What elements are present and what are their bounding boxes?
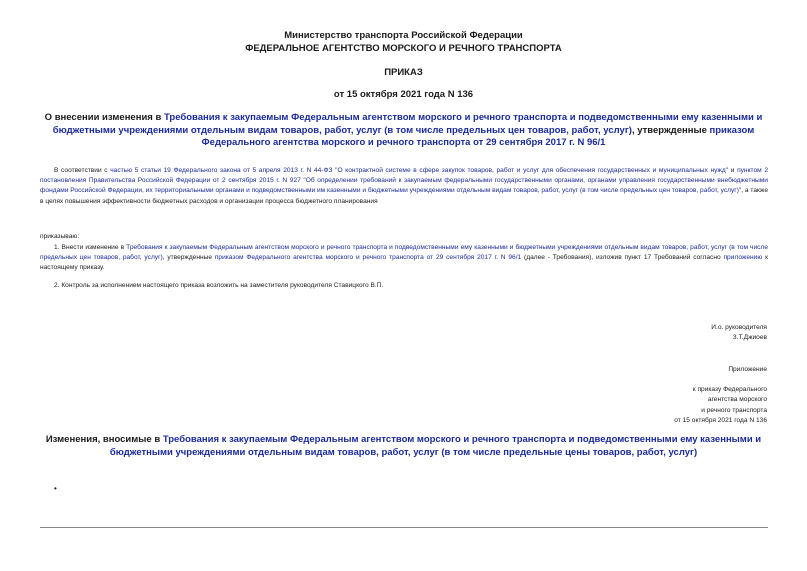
requirements-link[interactable]: Требования к закупаемым Федеральным агентством морского и речного транспорта и подведомственными ему казенными и бюджетными учреждениями отдельным видам товаров, работ, услуг (в том числе предельных цен товаров, работ, услуг) <box>52 112 763 136</box>
order-verb: приказываю: <box>40 233 80 240</box>
ministry-name: Министерство транспорта Российской Федерации <box>284 30 523 41</box>
bullet-marker: • <box>54 484 57 493</box>
doc-type: ПРИКАЗ <box>384 67 423 78</box>
appendix-line: агентства морского <box>707 396 767 404</box>
p1-text2: и <box>728 167 738 174</box>
item-1-paragraph <box>40 243 768 274</box>
appendix-line: и речного транспорта <box>701 406 767 414</box>
agency-name: ФЕДЕРАЛЬНОЕ АГЕНТСТВО МОРСКОГО И РЕЧНОГО ТРАНСПОРТА <box>245 43 562 54</box>
appendix-line: Приложение <box>728 366 767 373</box>
title-prefix: О внесении изменения в <box>44 112 164 123</box>
item1-order-link[interactable]: приказом Федерального агентства морского и речного транспорта от 29 сентября 2017 г. N 96/1 <box>214 254 522 262</box>
item1-requirements-link[interactable]: Требования к закупаемым Федеральным агентством морского и речного транспорта и подведомственными ему казенными и бюджетными учреждениями отдельным видам товаров, работ, услуг (в том числе предельных цен товаров, работ, услуг) <box>40 244 768 262</box>
footer-divider <box>40 527 768 528</box>
appendix-header <box>674 365 767 426</box>
title2-prefix: Изменения, вносимые в <box>45 434 163 445</box>
doc-date-number: от 15 октября 2021 года N 136 <box>333 89 474 100</box>
p1-text1: В соответствии с <box>54 167 111 174</box>
changes-title <box>28 434 779 459</box>
p3-text1: 1. Внести изменение в <box>54 244 127 251</box>
preamble-paragraph <box>40 166 768 207</box>
p3-text4: к настоящему приказу. <box>40 254 768 272</box>
item-2-paragraph: 2. Контроль за исполнением настоящего приказа возложить на заместителя руководителя Ставицкого В.П. <box>54 282 384 289</box>
signature-position: И.о. руководителя <box>711 324 767 331</box>
order-link[interactable]: приказом Федерального агентства морского и речного транспорта от 29 сентября 2017 г. N 96/1 <box>201 124 755 148</box>
resolution-link[interactable]: пунктом 2 постановления Правительства Российской Федерации от 2 сентября 2015 г. N 927 "Об определении требований к закупаемым федеральными государственными органами, органами управления государственными внебюджетными фондами Российской Федерации, их территориальными органами и подведомственными им казенными и бюджетными учреждениями отдельным видам товаров, работ, услуг (в том числе предельных цен товаров, работ, услуг)" <box>40 167 768 195</box>
law-link[interactable]: частью 5 статьи 19 Федерального закона от 5 апреля 2013 г. N 44-ФЗ "О контрактной системе в сфере закупок товаров, работ и услуг для обеспечения государственных и муниципальных нужд" <box>110 167 729 174</box>
appendix-link[interactable]: приложению <box>723 254 763 262</box>
appendix-line: от 15 октября 2021 года N 136 <box>674 416 767 424</box>
changes-requirements-link[interactable]: Требования к закупаемым Федеральным агентством морского и речного транспорта и подведомственными ему казенными и бюджетными учреждениями отдельным видам товаров, работ, услуг (в том числе предельные цены товаров, работ, услуг) <box>109 434 762 458</box>
p1-text3: , а также в целях повышения эффективности бюджетных расходов и организации процесса бюджетного планирования <box>40 187 768 205</box>
appendix-line: к приказу Федерального <box>692 386 767 394</box>
p3-text3: (далее - Требования), изложив пункт 17 Требований согласно <box>521 254 724 262</box>
p3-text2: , утвержденные <box>162 254 215 262</box>
page-title <box>28 112 779 150</box>
signature-name: З.Т.Джиоев <box>732 334 767 341</box>
title-middle: , утвержденные <box>631 124 710 136</box>
